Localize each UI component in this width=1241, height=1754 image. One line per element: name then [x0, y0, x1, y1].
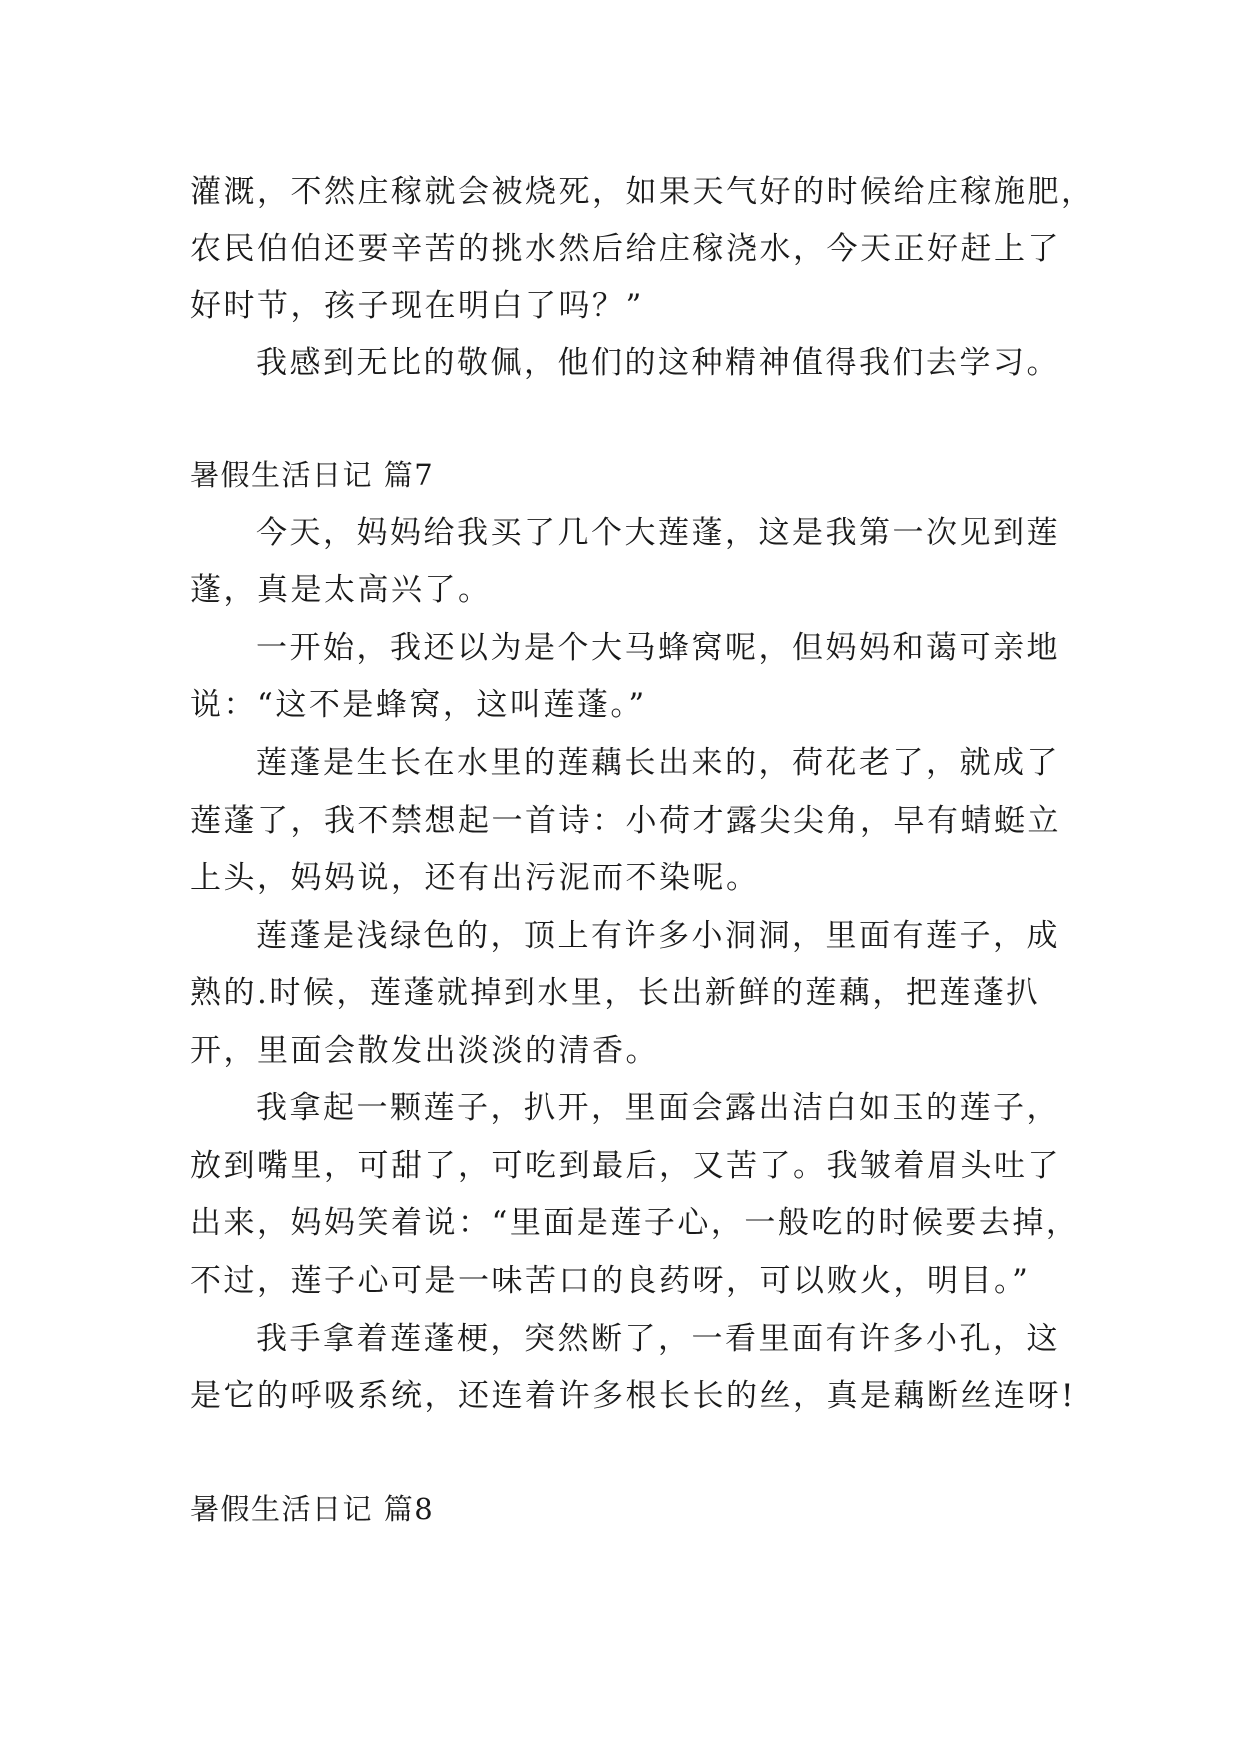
paragraph-line: 我拿起一颗莲子，扒开，里面会露出洁白如玉的莲子，: [256, 1090, 1060, 1126]
body-line: 放到嘴里，可甜了，可吃到最后，又苦了。我皱着眉头吐了: [190, 1148, 1061, 1184]
paragraph-line: 一开始，我还以为是个大马蜂窝呢，但妈妈和蔼可亲地: [256, 630, 1060, 666]
body-line: 熟的.时候，莲蓬就掉到水里，长出新鲜的莲藕，把莲蓬扒: [190, 975, 1040, 1011]
body-line: 灌溉，不然庄稼就会被烧死，如果天气好的时候给庄稼施肥，: [190, 174, 1095, 210]
body-line: 蓬，真是太高兴了。: [190, 572, 492, 608]
body-line: 说：“这不是蜂窝，这叫莲蓬。”: [190, 687, 647, 723]
section-heading: 暑假生活日记 篇7: [190, 458, 435, 492]
paragraph-line: 莲蓬是生长在水里的莲藕长出来的，荷花老了，就成了: [256, 745, 1060, 781]
paragraph-line: 今天，妈妈给我买了几个大莲蓬，这是我第一次见到莲: [256, 515, 1060, 551]
body-line: 开，里面会散发出淡淡的清香。: [190, 1033, 659, 1069]
paragraph-line: 我感到无比的敬佩，他们的这种精神值得我们去学习。: [256, 345, 1060, 381]
body-line: 出来，妈妈笑着说：“里面是莲子心，一般吃的时候要去掉，: [190, 1205, 1080, 1241]
body-line: 农民伯伯还要辛苦的挑水然后给庄稼浇水，今天正好赶上了: [190, 231, 1061, 267]
body-line: 不过，莲子心可是一味苦口的良药呀，可以败火，明目。”: [190, 1263, 1031, 1299]
body-line: 好时节，孩子现在明白了吗？”: [190, 288, 644, 324]
paragraph-line: 莲蓬是浅绿色的，顶上有许多小洞洞，里面有莲子，成: [256, 918, 1060, 954]
section-heading: 暑假生活日记 篇8: [190, 1492, 435, 1526]
body-line: 是它的呼吸系统，还连着许多根长长的丝，真是藕断丝连呀!: [190, 1378, 1076, 1414]
paragraph-line: 我手拿着莲蓬梗，突然断了，一看里面有许多小孔，这: [256, 1321, 1060, 1357]
body-line: 上头，妈妈说，还有出污泥而不染呢。: [190, 860, 760, 896]
body-line: 莲蓬了，我不禁想起一首诗：小荷才露尖尖角，早有蜻蜓立: [190, 803, 1061, 839]
